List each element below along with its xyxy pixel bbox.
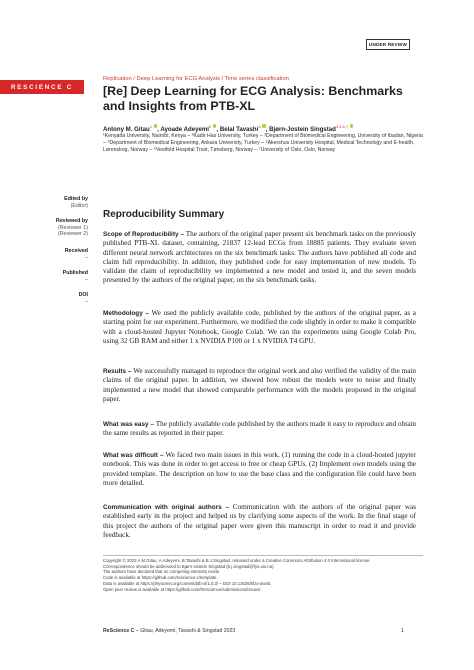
footer-citation: – Gitau, Adeyemi, Tavashi & Singstad 2023 (134, 628, 236, 634)
footnote-code-link[interactable]: Code is available at https://github.com/rescience-c/template. (103, 575, 218, 581)
paragraph-text: Communication with the authors of the original paper was established early in the project and helped us by clarifying some aspects of the work. In the final stage of this project the authors of the original paper were given this manuscript in order to read it and provide feedback. (103, 503, 417, 539)
orcid-icon[interactable] (350, 124, 354, 128)
paragraph-label: Methodology – (103, 310, 149, 317)
footnotes (103, 558, 423, 592)
reviewed-by-label: Reviewed by (55, 218, 88, 224)
paragraph-label: Results – (103, 368, 132, 375)
paragraph-easy (103, 420, 416, 439)
reviewer-2: (Reviewer 2) (57, 231, 88, 238)
doi-block (79, 292, 88, 305)
published-label: Published (62, 270, 88, 276)
doi-label: DOI (78, 292, 88, 298)
paragraph-label: Communication with original authors – (103, 504, 230, 511)
footer-journal: ReScience C (103, 628, 135, 634)
published-value: – (85, 276, 88, 283)
affiliations: ¹Kenyatta University, Nairobi, Kenya – ²Kadir Has University, Turkey – ³Department of Biomedical Engineering, University of Ibadan, Nigeria – ⁴Department of Biomedical Engineering, Ankara University, Turkey – ⁵Akershus University Hospital, Medical Technology and E-health, Lørenskog, Norway – ⁶Vestfold Hospital Trust, Tønsberg, Norway – ⁷University of Oslo, Oslo, Norway (103, 133, 423, 153)
received-block (65, 248, 88, 261)
under-review-badge: UNDER REVIEW (366, 39, 410, 50)
paragraph-communication (103, 503, 416, 540)
author-name: Ayoade Adeyemi (160, 126, 209, 134)
footnote-data-link[interactable]: Data is available at https://physionet.org/content/ptb-xl/1.0.3/ – DOI 10.13026/kfzx-aw45. (103, 580, 272, 586)
paragraph-label: Scope of Reproducibility – (103, 231, 184, 238)
author-affiliation-marker: 1, (149, 124, 154, 129)
author-name: Antony M. Gitau (103, 126, 150, 134)
paragraph-label: What was easy – (103, 421, 154, 428)
footnote-divider (103, 555, 423, 556)
author-affiliation-marker: 2, (208, 124, 213, 129)
orcid-icon[interactable] (213, 124, 217, 128)
author-list: Antony M. Gitau$^{1,}$ , Ayoade Adeyemi$^{2,}$ , Belal Tavashi$^{3,}$ , Bjørn-Jostein Singstad$^{4,5,6,7,}$ (103, 124, 353, 133)
footnote-correspondence[interactable]: Correspondence should be addressed to Bjørn-Jostein Singstad (b.j.singstad@fys.uio.no) (103, 563, 274, 569)
edited-by-label: Edited by (64, 196, 88, 202)
reviewed-by-block (56, 218, 88, 238)
published-block (63, 270, 88, 283)
author-name: Belal Tavashi (219, 126, 259, 134)
editor-name: (Editor) (70, 202, 88, 209)
received-label: Received (64, 248, 88, 254)
orcid-icon[interactable] (154, 124, 158, 128)
paragraph-methodology (103, 309, 416, 346)
footnote-review-link[interactable]: Open peer review is available at https://github.com/ReScience/submissions/issues/. (103, 586, 262, 592)
reviewer-1: (Reviewer 1) (57, 224, 88, 231)
paragraph-difficult (103, 451, 416, 488)
author-affiliation-marker: 4,5,6,7, (335, 124, 350, 129)
paragraph-text: We faced two main issues in this work. (1) running the code in a cloud-hosted jupyter notebook. This was done in order to get access to free or cheap GPUs. (2) Implement own models using the provided template. The description on how to use the base class and the configuration file could have been more detailed. (103, 451, 416, 487)
section-heading: Reproducibility Summary (103, 209, 225, 220)
page-number: 1 (401, 628, 404, 634)
category-breadcrumb[interactable]: Replication / Deep Learning for ECG Analysis / Time series classification (103, 76, 289, 82)
paragraph-text: The publicly available code published by the authors made it easy to reproduce and obtain the same results as reported in their paper. (103, 420, 417, 438)
author-name: Bjørn-Jostein Singstad (269, 126, 336, 134)
page-footer (103, 628, 235, 634)
footnote-competing-interests: The authors have declared that no competing interests exists (103, 569, 220, 575)
received-value: – (85, 254, 88, 261)
paragraph-label: What was difficult – (103, 452, 164, 459)
paragraph-text: We successfully managed to reproduce the original work and also verified the validity of the main claims of the original paper. In addition, we showed how robust the models were to noise and finally implemented a new model that showed comparable performance with the models proposed in the original paper. (103, 367, 416, 403)
paragraph-scope (103, 230, 416, 286)
journal-brand-band: RESCIENCE C (0, 80, 84, 94)
orcid-icon[interactable] (262, 124, 266, 128)
footnote-copyright: Copyright © 2023 A.M.Gitau, A.Adeyemi, B.Tavashi & B.J.Singstad, released under a Creative Commons Attribution 4.0 International license. (103, 558, 371, 563)
paragraph-text: The authors of the original paper present six benchmark tasks on the previously published PTB-XL dataset, containing, 21837 12-lead ECGs from 18885 patients. They evaluate seven different neural network architectures on the six benchmark tasks. The authors have published all code and claim full reproducibility. In addition, they published code for easy implementation of new models. To validate the claim of reproducibility we implemented a new model and tested it, and the seven models presented by the authors of the original paper, on the six benchmark tasks. (103, 230, 416, 285)
paragraph-text: We used the publicly available code, published by the authors of the original paper, as a starting point for our experiment. Furthermore, we modified the code slightly in order to make it compatible with a cloud-hosted Jupyter Notebook, Google Colab. We ran the experiments using Google Colab Pro, using 32 GB RAM and either 1 x NVIDIA P100 or 1 x NVIDIA T4 GPU. (103, 309, 417, 345)
edited-by-block (64, 196, 88, 209)
paper-title: [Re] Deep Learning for ECG Analysis: Benchmarks and Insights from PTB-XL (103, 84, 403, 113)
author-affiliation-marker: 3, (258, 124, 262, 129)
paragraph-results (103, 367, 416, 404)
doi-value[interactable]: – (85, 298, 88, 305)
